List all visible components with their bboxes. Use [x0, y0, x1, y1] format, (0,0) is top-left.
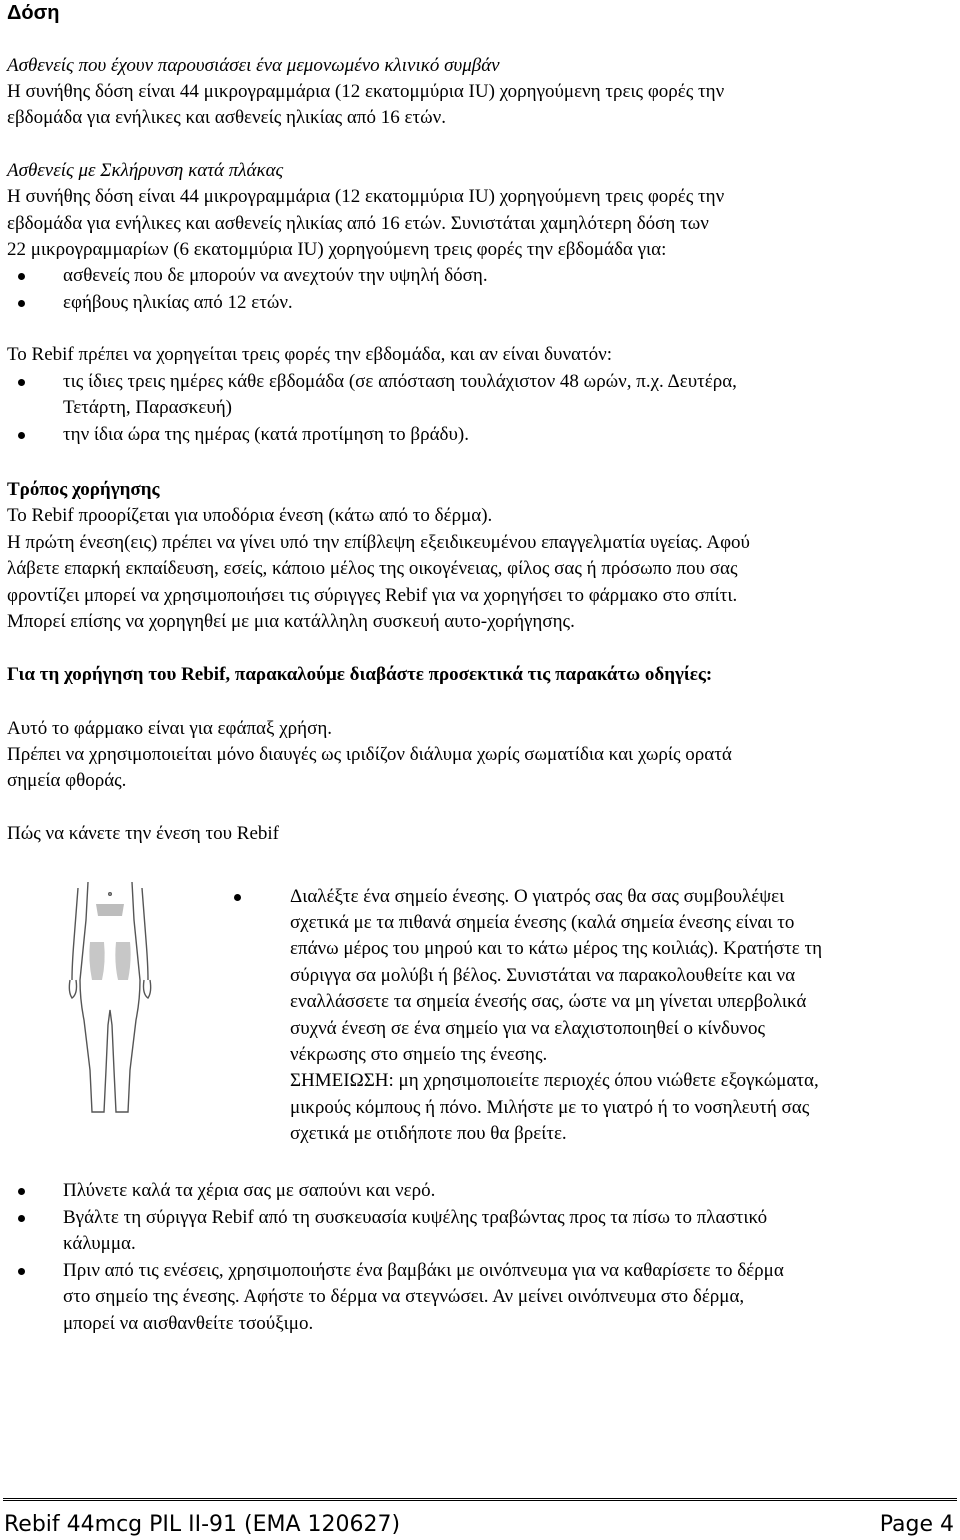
footer-document-id: Rebif 44mcg PIL II-91 (EMA 120627) [4, 1512, 401, 1537]
text-line: Μπορεί επίσης να χορηγηθεί με μια κατάλληλη συσκευή αυτο-χορήγησης. [7, 611, 575, 632]
note-line: μικρούς κόμπους ή πόνο. Μιλήστε με το γιατρό ή το νοσηλευτή σας [290, 1097, 810, 1118]
text-line: Το Rebif πρέπει να χορηγείται τρεις φορές την εβδομάδα, και αν είναι δυνατόν: [7, 344, 613, 365]
left-thigh-injection-site [89, 942, 104, 980]
bullet-dot [18, 1215, 25, 1222]
text-line: φροντίζει μπορεί να χρησιμοποιήσει τις σύριγγες Rebif για να χορηγήσει το φάρμακο στο σπίτι. [7, 585, 738, 606]
footer-divider [3, 1498, 957, 1501]
bullet-item-continued: εναλλάσσετε τα σημεία ένεσής σας, ώστε να μη γίνεται υπερβολικά [290, 991, 807, 1012]
bullet-dot [18, 1268, 25, 1275]
bullet-item: την ίδια ώρα της ημέρας (κατά προτίμηση το βράδυ). [63, 424, 469, 445]
right-thigh-injection-site [115, 942, 130, 980]
subheading-multiple-sclerosis: Ασθενείς με Σκλήρυνση κατά πλάκας [7, 160, 284, 181]
bullet-item: τις ίδιες τρεις ημέρες κάθε εβδομάδα (σε απόσταση τουλάχιστον 48 ωρών, π.χ. Δευτέρα, [63, 371, 737, 392]
bullet-item-continued: Τετάρτη, Παρασκευή) [63, 397, 232, 418]
bullet-dot [18, 300, 25, 307]
step-item-continued: στο σημείο της ένεσης. Αφήστε το δέρμα να στεγνώσει. Αν μείνει οινόπνευμα στο δέρμα, [63, 1286, 745, 1307]
bullet-dot [234, 894, 241, 901]
section-heading-dose: Δόση [7, 2, 60, 24]
text-line: Το Rebif προορίζεται για υποδόρια ένεση (κάτω από το δέρμα). [7, 505, 493, 526]
bullet-item: εφήβους ηλικίας από 12 ετών. [63, 292, 293, 313]
text-line: σημεία φθοράς. [7, 770, 127, 791]
bullet-item-continued: επάνω μέρος του μηρού και το κάτω μέρος της κοιλιάς). Κρατήστε τη [290, 938, 823, 959]
single-use-note: Αυτό το φάρμακο είναι για εφάπαξ χρήση. [7, 718, 333, 739]
bullet-dot [18, 432, 25, 439]
note-line: σχετικά με οτιδήποτε που θα βρείτε. [290, 1123, 567, 1144]
note-line: ΣΗΜΕΙΩΣΗ: μη χρησιμοποιείτε περιοχές όπου νιώθετε εξογκώματα, [290, 1070, 819, 1091]
bullet-dot [18, 1188, 25, 1195]
step-item: Βγάλτε τη σύριγγα Rebif από τη συσκευασία κυψέλης τραβώντας προς τα πίσω το πλαστικό [63, 1207, 768, 1228]
step-item: Πριν από τις ενέσεις, χρησιμοποιήστε ένα βαμβάκι με οινόπνευμα για να καθαρίσετε το δέρμα [63, 1260, 784, 1281]
step-item: Πλύνετε καλά τα χέρια σας με σαπούνι και νερό. [63, 1180, 436, 1201]
section-heading-administration: Τρόπος χορήγησης [7, 479, 160, 500]
text-line: 22 μικρογραμμαρίων (6 εκατομμύρια IU) χορηγούμενη τρεις φορές την εβδομάδα για: [7, 239, 667, 260]
bullet-dot [18, 379, 25, 386]
text-line: λάβετε επαρκή εκπαίδευση, εσείς, κάποιο μέλος της οικογένειας, φίλος σας ή πρόσωπο που σας [7, 558, 738, 579]
how-to-inject-heading: Πώς να κάνετε την ένεση του Rebif [7, 823, 279, 844]
footer-page-number: Page 4 [879, 1512, 954, 1537]
bullet-item: ασθενείς που δε μπορούν να ανεχτούν την υψηλή δόση. [63, 265, 488, 286]
bullet-dot [18, 273, 25, 280]
bullet-item-continued: σχετικά με τα πιθανά σημεία ένεσης (καλά σημεία ένεσης είναι το [290, 912, 795, 933]
injection-sites-body-figure [60, 880, 160, 1120]
step-item-continued: μπορεί να αισθανθείτε τσούξιμο. [63, 1313, 314, 1334]
abdomen-injection-site [96, 904, 124, 916]
text-line: Η πρώτη ένεση(εις) πρέπει να γίνει υπό την επίβλεψη εξειδικευμένου επαγγελματία υγείας. Αφού [7, 532, 750, 553]
instructions-heading: Για τη χορήγηση του Rebif, παρακαλούμε διαβάστε προσεκτικά τις παρακάτω οδηγίες: [7, 664, 713, 685]
step-item-continued: κάλυμμα. [63, 1233, 136, 1254]
subheading-single-event: Ασθενείς που έχουν παρουσιάσει ένα μεμονωμένο κλινικό συμβάν [7, 55, 500, 76]
text-line: εβδομάδα για ενήλικες και ασθενείς ηλικίας από 16 ετών. [7, 107, 446, 128]
bullet-item-continued: σύριγγα σα μολύβι ή βέλος. Συνιστάται να παρακολουθείτε και να [290, 965, 796, 986]
bullet-item: Διαλέξτε ένα σημείο ένεσης. Ο γιατρός σας θα σας συμβουλέψει [290, 886, 785, 907]
bullet-item-continued: νέκρωσης στο σημείο της ένεσης. [290, 1044, 548, 1065]
text-line: Πρέπει να χρησιμοποιείται μόνο διαυγές ως ιριδίζον διάλυμα χωρίς σωματίδια και χωρίς ορατά [7, 744, 732, 765]
text-line: Η συνήθης δόση είναι 44 μικρογραμμάρια (12 εκατομμύρια IU) χορηγούμενη τρεις φορές την [7, 186, 725, 207]
text-line: εβδομάδα για ενήλικες και ασθενείς ηλικίας από 16 ετών. Συνιστάται χαμηλότερη δόση των [7, 213, 709, 234]
text-line: Η συνήθης δόση είναι 44 μικρογραμμάρια (12 εκατομμύρια IU) χορηγούμενη τρεις φορές την [7, 81, 725, 102]
bullet-item-continued: συχνά ένεση σε ένα σημείο για να ελαχιστοποιηθεί ο κίνδυνος [290, 1018, 765, 1039]
